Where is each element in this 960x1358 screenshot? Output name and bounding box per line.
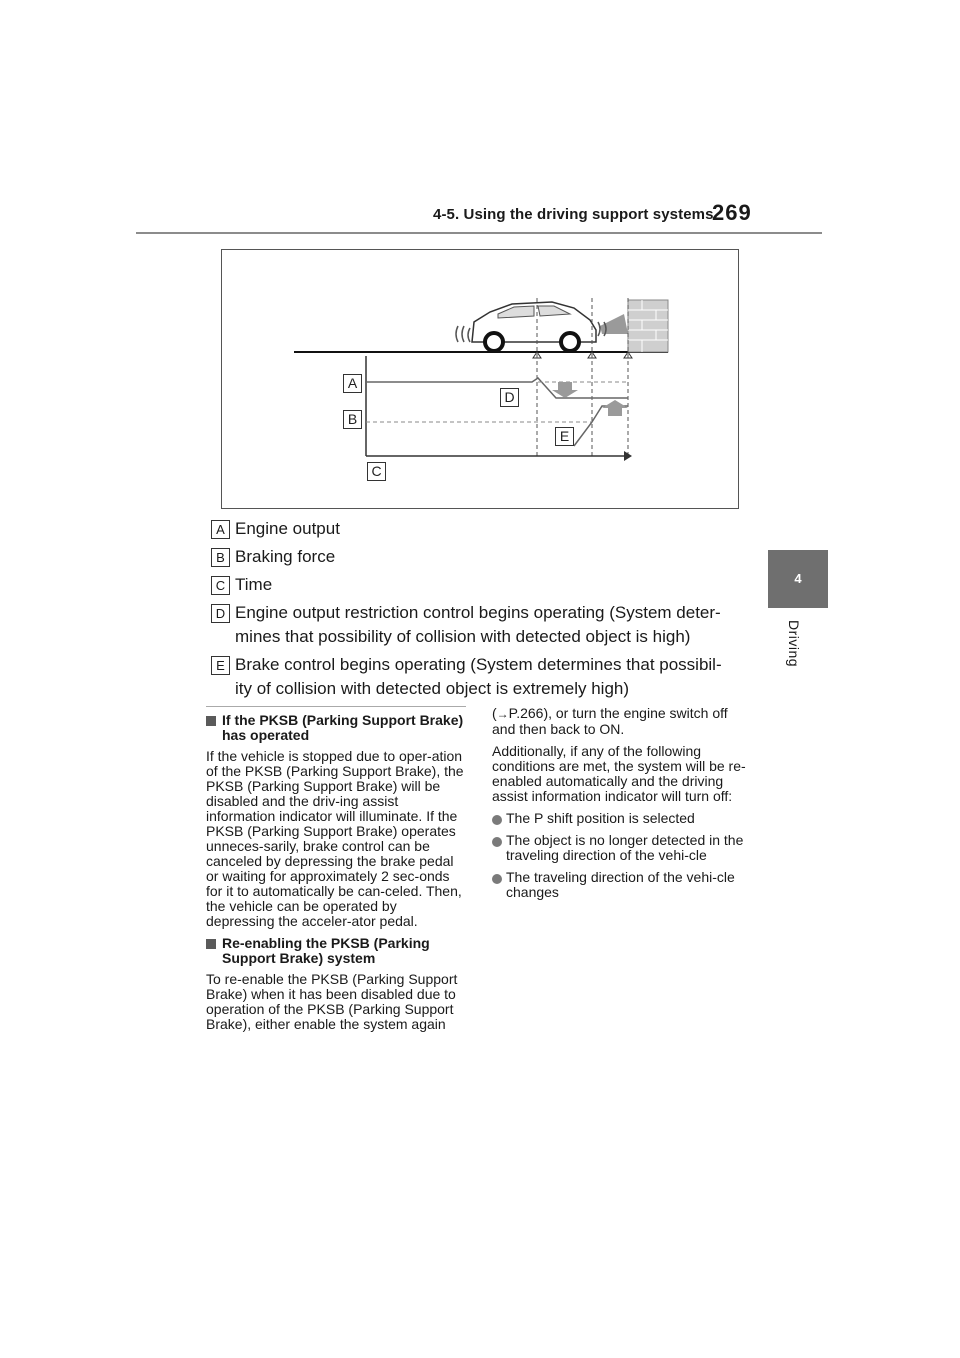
paragraph xyxy=(492,706,754,737)
list-item xyxy=(492,811,754,826)
legend-item-c xyxy=(211,573,771,597)
legend-text: Engine output xyxy=(235,519,340,538)
diagram-legend xyxy=(211,517,771,705)
legend-key: C xyxy=(211,576,230,595)
section-heading xyxy=(206,713,468,743)
diagram-label-e: E xyxy=(555,427,574,446)
section-title: 4-5. Using the driving support systems xyxy=(433,206,714,223)
brick-wall xyxy=(628,300,668,352)
list-item-text: The traveling direction of the vehi-cle changes xyxy=(506,869,735,900)
legend-item-b xyxy=(211,545,771,569)
page-reference[interactable]: P.266), or turn the engine switch off and then back to ON. xyxy=(492,705,728,737)
diagram-label-d: D xyxy=(500,388,519,407)
legend-text-cont: ity of collision with detected object is extremely high) xyxy=(235,679,630,698)
list-item-text: The object is no longer detected in the traveling direction of the vehi-cle xyxy=(506,832,744,863)
legend-text: Brake control begins operating (System determines that possibil- xyxy=(235,655,722,674)
header-rule xyxy=(136,232,822,234)
legend-text-cont: mines that possibility of collision with detected object is high) xyxy=(235,627,691,646)
heading-text: If the PKSB (Parking Support Brake) has operated xyxy=(222,712,464,743)
chapter-tab xyxy=(768,550,828,608)
legend-text: Braking force xyxy=(235,547,336,566)
list-item xyxy=(492,833,754,863)
left-column xyxy=(206,706,468,1039)
paragraph: To re-enable the PKSB (Parking Support Brake) when it has been disabled due to operation of the PKSB (Parking Support Brake), either enable the system again xyxy=(206,971,458,1032)
legend-key: B xyxy=(211,548,230,567)
right-column xyxy=(492,706,754,907)
chapter-number: 4 xyxy=(794,571,802,586)
page-number: 269 xyxy=(712,200,752,225)
legend-item-a xyxy=(211,517,771,541)
legend-key: A xyxy=(211,520,230,539)
bullet-dot-icon xyxy=(492,815,502,825)
arrow-right-icon: → xyxy=(496,707,509,721)
legend-text: Time xyxy=(235,575,273,594)
chapter-label: Driving xyxy=(786,620,802,668)
section-heading xyxy=(206,936,468,966)
legend-item-d xyxy=(211,601,771,649)
legend-item-e xyxy=(211,653,771,701)
diagram-label-b: B xyxy=(343,410,362,429)
list-item xyxy=(492,870,754,900)
paragraph: Additionally, if any of the following conditions are met, the system will be re-enabled automatically and the driving assist information indicator will turn off: xyxy=(492,743,746,804)
paragraph: If the vehicle is stopped due to oper-ation of the PKSB (Parking Support Brake), the PKSB (Parking Support Brake) will be disabled and the driv-ing assist information indicator will illuminate. If the PKSB (Parking Support Brake) operates unneces-sarily, brake control can be canceled by depressing the brake pedal or waiting for approximately 2 sec-onds for it to automatically be can-celed. Then, the vehicle can be operated by depressing the acceler-ator pedal. xyxy=(206,748,464,929)
legend-text: Engine output restriction control begins operating (System deter- xyxy=(235,603,721,622)
pksb-operation-diagram xyxy=(221,249,739,509)
square-bullet-icon xyxy=(206,716,216,726)
diagram-graphic xyxy=(222,250,740,510)
heading-text: Re-enabling the PKSB (Parking Support Brake) system xyxy=(222,935,430,966)
column-rule xyxy=(206,706,466,707)
ref-open: ( xyxy=(492,705,497,721)
diagram-label-c: C xyxy=(367,462,386,481)
diagram-label-a: A xyxy=(343,374,362,393)
legend-key: E xyxy=(211,656,230,675)
list-item-text: The P shift position is selected xyxy=(506,810,695,826)
bullet-dot-icon xyxy=(492,874,502,884)
bullet-dot-icon xyxy=(492,837,502,847)
vehicle xyxy=(456,302,606,351)
square-bullet-icon xyxy=(206,939,216,949)
legend-key: D xyxy=(211,604,230,623)
